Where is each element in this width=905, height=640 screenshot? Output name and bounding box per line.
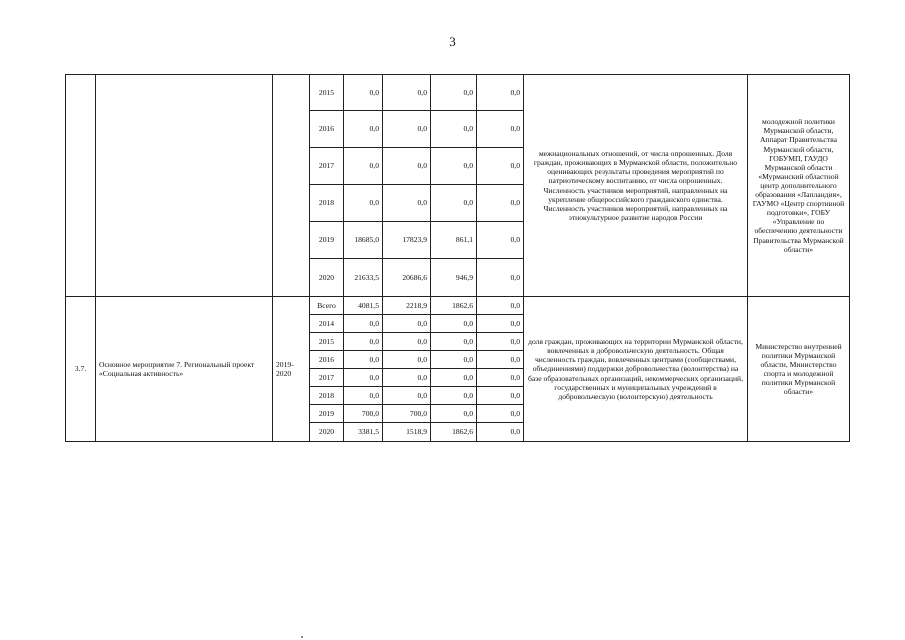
year-cell: 2015 (310, 333, 344, 351)
value-cell: 861,1 (431, 222, 477, 259)
value-cell: 0,0 (431, 387, 477, 405)
value-cell: 0,0 (431, 333, 477, 351)
value-cell: 0,0 (477, 333, 524, 351)
year-cell: 2018 (310, 185, 344, 222)
year-cell: 2019 (310, 405, 344, 423)
executors-cell: молодежной политики Мурманской области, Аппарат Правительства Мурманской области, ГОБУМП, ГАУДО Мурманской области «Мурманский областной центр дополнительного образования «Лапландия», ГАУМО «Центр спортивной подготовки», ГОБУ «Управление по обеспечению деятельности Правительства Мурманской области» (748, 75, 850, 297)
year-cell: 2019 (310, 222, 344, 259)
value-cell: 0,0 (477, 387, 524, 405)
value-cell: 1862,6 (431, 297, 477, 315)
total-cell: 0,0 (344, 315, 383, 333)
year-cell: 2015 (310, 75, 344, 111)
scan-speck (301, 636, 303, 638)
value-cell: 20686,6 (383, 259, 431, 297)
total-cell: 0,0 (344, 387, 383, 405)
value-cell: 0,0 (477, 148, 524, 185)
total-cell: 700,0 (344, 405, 383, 423)
total-cell: 0,0 (344, 148, 383, 185)
item-number-cell: 3.7. (66, 297, 96, 442)
value-cell: 946,9 (431, 259, 477, 297)
item-period-cell (273, 75, 310, 297)
program-table (65, 74, 850, 442)
value-cell: 0,0 (477, 405, 524, 423)
value-cell: 0,0 (383, 387, 431, 405)
value-cell: 0,0 (477, 351, 524, 369)
value-cell: 1518,9 (383, 423, 431, 442)
value-cell: 2218,9 (383, 297, 431, 315)
value-cell: 0,0 (383, 185, 431, 222)
value-cell: 0,0 (477, 369, 524, 387)
indicator-cell: межнациональных отношений, от числа опрошенных. Доля граждан, проживающих в Мурманской области, положительно оценивающих результаты проведения мероприятий по патриотическому воспитанию, от числа опрошенных. Численность участников мероприятий, направленных на укрепление общероссийского гражданского единства. Численность участников мероприятий, направленных на этнокультурное развитие народов России (524, 75, 748, 297)
value-cell: 0,0 (431, 148, 477, 185)
value-cell: 0,0 (383, 351, 431, 369)
value-cell: 1862,6 (431, 423, 477, 442)
value-cell: 0,0 (383, 369, 431, 387)
page-number: 3 (449, 34, 456, 49)
total-cell: 0,0 (344, 333, 383, 351)
table-row (66, 75, 850, 111)
value-cell: 0,0 (431, 185, 477, 222)
total-cell: 0,0 (344, 185, 383, 222)
value-cell: 0,0 (383, 333, 431, 351)
item-period-cell: 2019-2020 (273, 297, 310, 442)
value-cell: 0,0 (383, 315, 431, 333)
executors-cell: Министерство внутренней политики Мурманской области, Министерство спорта и молодежной политики Мурманской области» (748, 297, 850, 442)
total-cell: 21633,5 (344, 259, 383, 297)
year-cell: 2017 (310, 148, 344, 185)
total-cell: 0,0 (344, 351, 383, 369)
total-cell: 3381,5 (344, 423, 383, 442)
value-cell: 0,0 (431, 369, 477, 387)
value-cell: 17823,9 (383, 222, 431, 259)
year-cell: 2020 (310, 423, 344, 442)
table-row (66, 297, 850, 315)
total-cell: 0,0 (344, 111, 383, 148)
value-cell: 0,0 (477, 297, 524, 315)
item-name-cell: Основное мероприятие 7. Региональный проект «Социальная активность» (96, 297, 273, 442)
value-cell: 0,0 (383, 75, 431, 111)
value-cell: 0,0 (383, 111, 431, 148)
value-cell: 0,0 (477, 259, 524, 297)
value-cell: 0,0 (477, 185, 524, 222)
year-cell: 2020 (310, 259, 344, 297)
item-number-cell (66, 75, 96, 297)
value-cell: 0,0 (477, 315, 524, 333)
value-cell: 0,0 (477, 75, 524, 111)
value-cell: 0,0 (431, 111, 477, 148)
total-cell: 4081,5 (344, 297, 383, 315)
year-cell: 2016 (310, 351, 344, 369)
value-cell: 0,0 (477, 111, 524, 148)
year-cell: Всего (310, 297, 344, 315)
year-cell: 2016 (310, 111, 344, 148)
item-name-cell (96, 75, 273, 297)
value-cell: 0,0 (431, 405, 477, 423)
value-cell: 0,0 (431, 315, 477, 333)
value-cell: 0,0 (383, 148, 431, 185)
year-cell: 2017 (310, 369, 344, 387)
value-cell: 0,0 (431, 351, 477, 369)
value-cell: 0,0 (477, 222, 524, 259)
value-cell: 700,0 (383, 405, 431, 423)
total-cell: 0,0 (344, 369, 383, 387)
total-cell: 0,0 (344, 75, 383, 111)
value-cell: 0,0 (431, 75, 477, 111)
year-cell: 2014 (310, 315, 344, 333)
value-cell: 0,0 (477, 423, 524, 442)
year-cell: 2018 (310, 387, 344, 405)
total-cell: 18685,0 (344, 222, 383, 259)
indicator-cell: доля граждан, проживающих на территории Мурманской области, вовлеченных в добровольческую деятельность. Общая численность граждан, вовлеченных центрами (сообществами, объединениями) поддержки добровольчества (волонтерства) на базе образовательных организаций, некоммерческих организаций, государственных и муниципальных учреждений в добровольческую (волонтерскую) деятельность (524, 297, 748, 442)
